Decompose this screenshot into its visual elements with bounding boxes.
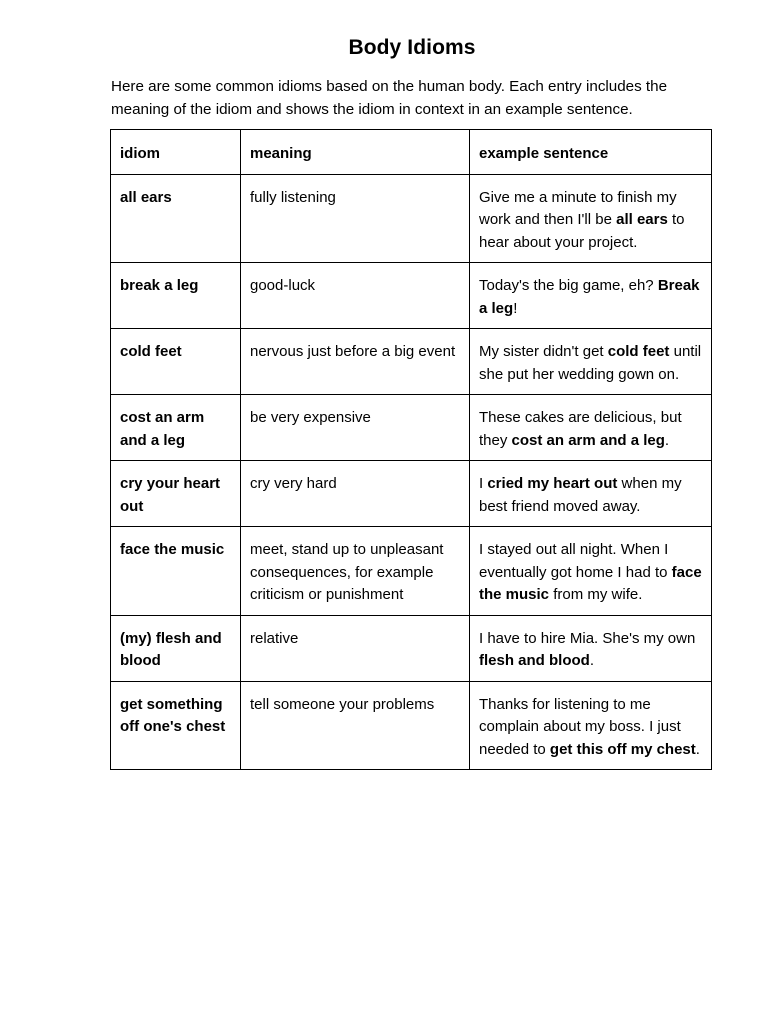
idiom-cell: face the music <box>111 527 241 616</box>
example-text: . <box>664 431 670 449</box>
example-text: . <box>695 740 700 758</box>
example-sentence-cell <box>470 174 712 263</box>
meaning-cell: relative <box>241 615 470 681</box>
header-idiom: idiom <box>111 130 241 175</box>
meaning-cell: tell someone your problems <box>241 681 470 770</box>
meaning-cell: good-luck <box>241 263 470 329</box>
header-row <box>111 130 712 175</box>
example-text: until she put her wedding gown on. <box>479 343 702 383</box>
idiom-cell: break a leg <box>111 263 241 329</box>
table-row <box>111 263 712 329</box>
idiom-highlight: get this off my chest <box>549 740 696 758</box>
example-text: I have to hire Mia. She's my own <box>479 629 696 647</box>
idiom-highlight: face the music <box>479 563 702 603</box>
table-header <box>111 130 712 175</box>
example-sentence-cell <box>470 461 712 527</box>
header-meaning: meaning <box>241 130 470 175</box>
idiom-cell: (my) flesh and blood <box>111 615 241 681</box>
example-text: Today's the big game, eh? <box>479 277 658 294</box>
idioms-table <box>110 129 712 770</box>
example-text: My sister didn't get <box>479 343 608 360</box>
example-sentence-cell <box>470 615 712 681</box>
idiom-highlight: Break a leg <box>479 277 700 317</box>
example-text: . <box>589 652 595 669</box>
idiom-cell: get something off one's chest <box>111 681 241 770</box>
example-sentence-cell <box>470 329 712 395</box>
example-text: I stayed out all night. When I eventually got home I had to <box>479 541 672 581</box>
header-example-sentence: example sentence <box>470 130 712 175</box>
table-row <box>111 395 712 461</box>
example-sentence-cell <box>470 681 712 770</box>
idiom-highlight: cried my heart out <box>487 475 618 492</box>
table-row <box>111 461 712 527</box>
idiom-highlight: cold feet <box>607 343 670 360</box>
meaning-cell: cry very hard <box>241 461 470 527</box>
idiom-cell: cost an arm and a leg <box>111 395 241 461</box>
example-sentence-cell <box>470 527 712 616</box>
meaning-cell: fully listening <box>241 174 470 263</box>
example-text: to hear about your project. <box>479 211 685 251</box>
example-text: Thanks for listening to me complain about my boss. I just needed to <box>479 695 681 758</box>
page-title: Body Idioms <box>348 36 476 59</box>
table-row <box>111 527 712 616</box>
idiom-highlight: all ears <box>616 211 668 228</box>
idiom-cell: cry your heart out <box>111 461 241 527</box>
example-text: These cakes are delicious, but they <box>479 409 682 449</box>
meaning-cell: nervous just before a big event <box>241 329 470 395</box>
table-body <box>111 174 712 770</box>
example-text: when my best friend moved away. <box>479 475 682 515</box>
example-text: Give me a minute to finish my work and then I'll be <box>479 188 677 228</box>
example-sentence-cell <box>470 263 712 329</box>
example-text: I <box>479 475 488 492</box>
table-row <box>111 615 712 681</box>
meaning-cell: meet, stand up to unpleasant consequences, for example criticism or punishment <box>241 527 470 616</box>
example-text: from my wife. <box>549 586 643 603</box>
table-row <box>111 329 712 395</box>
example-text: ! <box>513 299 518 317</box>
table-row <box>111 174 712 263</box>
example-sentence-cell <box>470 395 712 461</box>
idiom-highlight: cost an arm and a leg <box>511 431 665 449</box>
table-row <box>111 681 712 770</box>
meaning-cell: be very expensive <box>241 395 470 461</box>
idiom-cell: all ears <box>111 174 241 263</box>
intro-paragraph: Here are some common idioms based on the human body. Each entry includes the meaning of the idiom and shows the idiom in context in an example sentence. <box>111 78 668 118</box>
idiom-cell: cold feet <box>111 329 241 395</box>
idiom-highlight: flesh and blood <box>479 652 590 669</box>
